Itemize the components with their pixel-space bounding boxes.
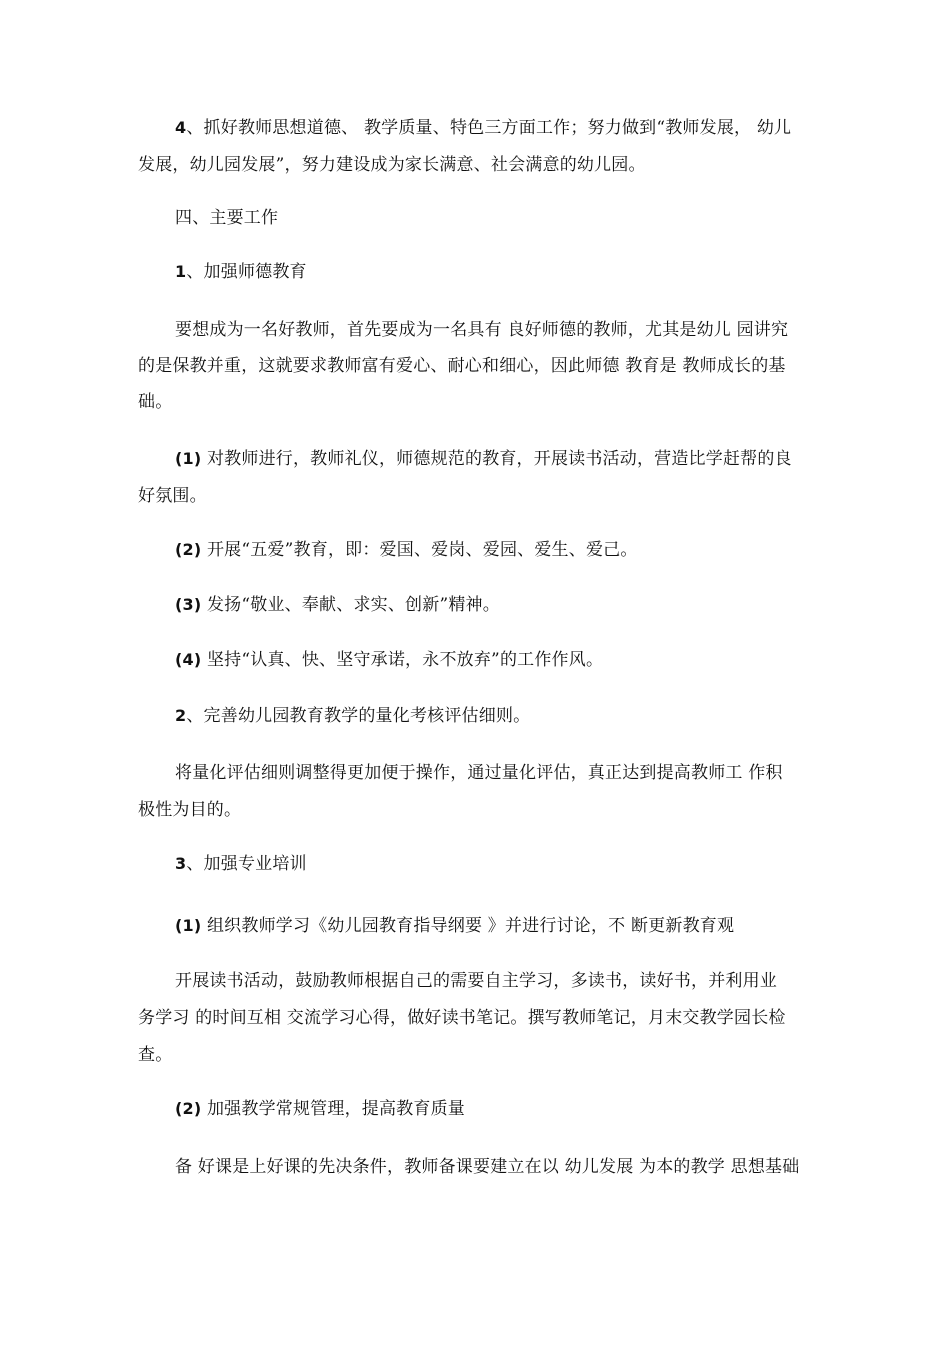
paragraph-line: 好氛围。 [138,486,207,506]
paragraph-line: 将量化评估细则调整得更加便于操作，通过量化评估，真正达到提高教师工 作积 [175,763,783,783]
list-number: (1) [175,916,202,935]
paragraph-line: 础。 [138,392,173,412]
sub-item: (4) 坚持“认真、快、坚守承诺，永不放弃”的工作作风。 [175,650,604,670]
list-number: 4 [175,118,187,137]
paragraph-line: 要想成为一名好教师，首先要成为一名具有 良好师德的教师，尤其是幼儿 园讲究 [175,320,789,340]
paragraph-line: 4、抓好教师思想道德、 教学质量、特色三方面工作；努力做到“教师发展， 幼儿 [175,118,792,138]
list-number: 1 [175,262,187,281]
list-number: 3 [175,854,187,873]
list-number: (3) [175,595,202,614]
sub-item: (2) 开展“五爱”教育，即：爱国、爱岗、爱园、爱生、爱己。 [175,540,638,560]
sub-item: (1) 组织教师学习《幼儿园教育指导纲要 》并进行讨论，不 断更新教育观 [175,916,735,936]
list-number: 2 [175,706,187,725]
paragraph-line: 开展读书活动，鼓励教师根据自己的需要自主学习，多读书，读好书，并利用业 [175,971,777,991]
paragraph-line: 发展，幼儿园发展”，努力建设成为家长满意、社会满意的幼儿园。 [138,155,646,175]
section-heading: 四、主要工作 [175,208,279,228]
sub-item: (3) 发扬“敬业、奉献、求实、创新”精神。 [175,595,500,615]
item-heading: 1、加强师德教育 [175,262,307,282]
list-number: (1) [175,449,202,468]
list-number: (2) [175,540,202,559]
paragraph-line: 查。 [138,1045,173,1065]
paragraph-line: 的是保教并重，这就要求教师富有爱心、耐心和细心，因此师德 教育是 教师成长的基 [138,356,786,376]
paragraph-line: 务学习 的时间互相 交流学习心得，做好读书笔记。撰写教师笔记，月末交教学园长检 [138,1008,786,1028]
item-heading: 3、加强专业培训 [175,854,307,874]
paragraph-line: 极性为目的。 [138,800,242,820]
paragraph-line: 备 好课是上好课的先决条件，教师备课要建立在以 幼儿发展 为本的教学 思想基础 [175,1157,800,1177]
sub-item: (1) 对教师进行，教师礼仪，师德规范的教育，开展读书活动，营造比学赶帮的良 [175,449,792,469]
item-heading: 2、完善幼儿园教育教学的量化考核评估细则。 [175,706,531,726]
list-number: (2) [175,1099,202,1118]
list-number: (4) [175,650,202,669]
sub-item: (2) 加强教学常规管理，提高教育质量 [175,1099,465,1119]
